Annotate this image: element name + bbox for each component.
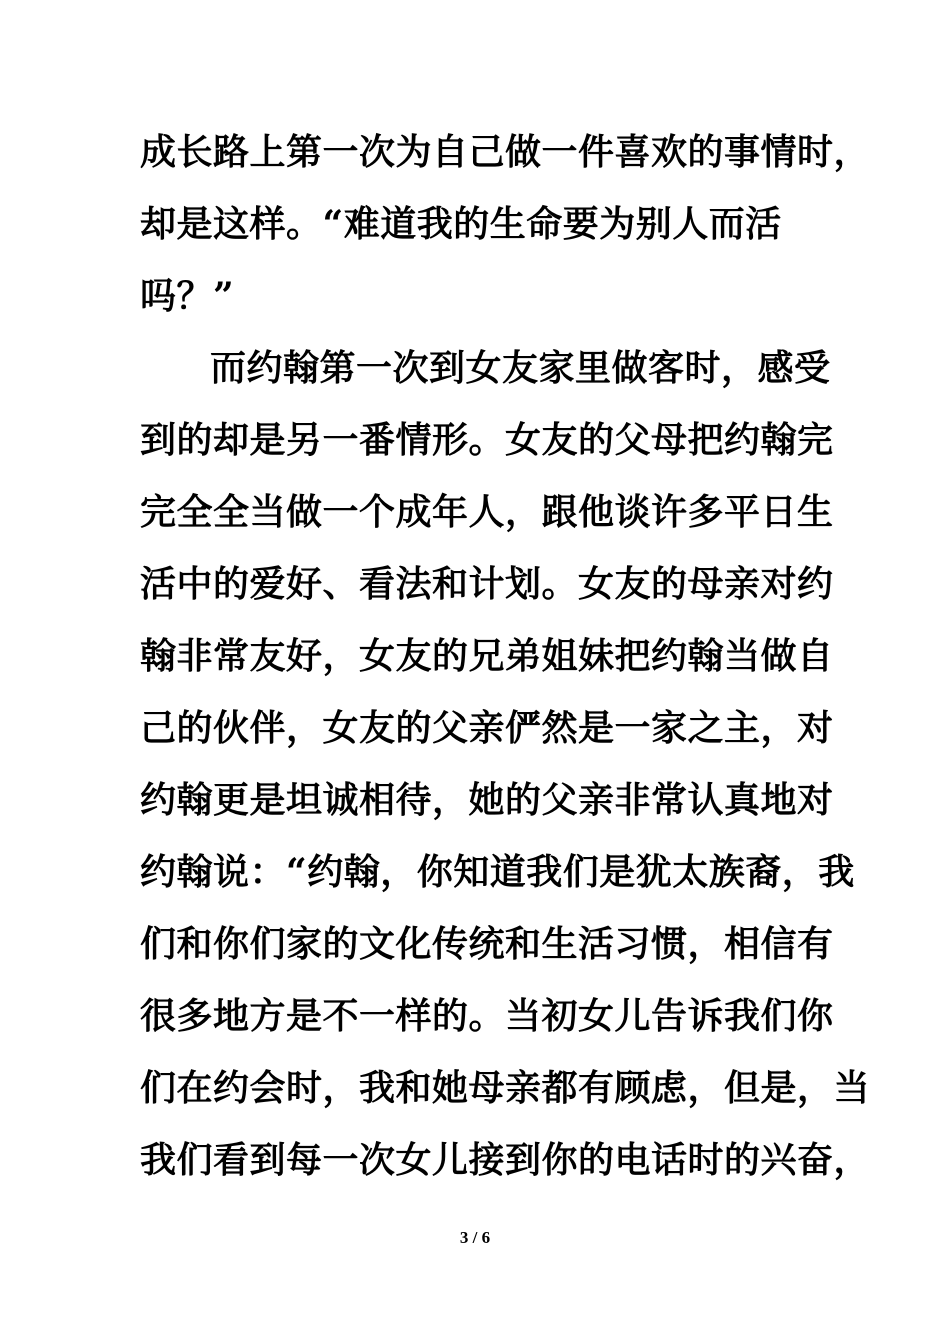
text-line: 们在约会时，我和她母亲都有顾虑，但是，当 — [140, 1067, 871, 1109]
text-line: 吗？” — [140, 275, 235, 317]
text-line: 完全全当做一个成年人，跟他谈许多平日生 — [140, 491, 834, 533]
page-number: 3 / 6 — [459, 1228, 491, 1247]
text-line: 翰非常友好，女友的兄弟姐妹把约翰当做自 — [140, 635, 834, 677]
text-line: 们和你们家的文化传统和生活习惯，相信有 — [140, 923, 834, 965]
text-line: 很多地方是不一样的。当初女儿告诉我们你 — [140, 995, 834, 1037]
text-line: 到的却是另一番情形。女友的父母把约翰完 — [140, 419, 834, 461]
text-line: 却是这样。“难道我的生命要为别人而活 — [140, 203, 782, 245]
text-line: 约翰说：“约翰，你知道我们是犹太族裔，我 — [140, 851, 855, 893]
text-line: 约翰更是坦诚相待，她的父亲非常认真地对 — [140, 779, 834, 821]
paragraph-first-line: 而约翰第一次到女友家里做客时，感受 — [210, 347, 831, 389]
text-line: 我们看到每一次女儿接到你的电话时的兴奋， — [140, 1139, 871, 1181]
text-line: 活中的爱好、看法和计划。女友的母亲对约 — [140, 563, 834, 605]
text-line: 己的伙伴，女友的父亲俨然是一家之主，对 — [140, 707, 834, 749]
text-line: 成长路上第一次为自己做一件喜欢的事情时， — [140, 131, 871, 173]
